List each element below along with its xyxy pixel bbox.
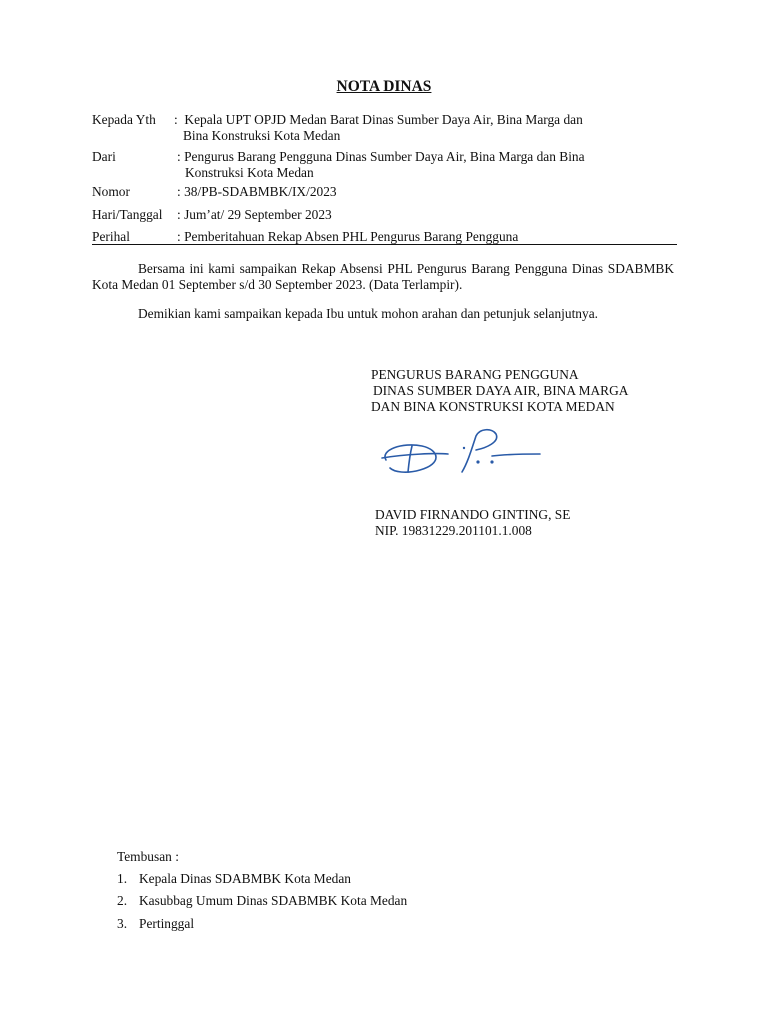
header-label-kepada: Kepada Yth — [92, 112, 156, 127]
tembusan-item — [117, 871, 351, 887]
header-label-perihal: Perihal — [92, 229, 130, 244]
header-value-line: Jum’at/ 29 September 2023 — [184, 207, 332, 222]
header-value-perihal: : Pemberitahuan Rekap Absen PHL Pengurus Barang Pengguna — [177, 229, 519, 244]
signature-org-line: DINAS SUMBER DAYA AIR, BINA MARGA — [373, 383, 629, 398]
signature-org-line: PENGURUS BARANG PENGGUNA — [371, 367, 579, 382]
handwritten-signature — [376, 424, 546, 482]
header-divider — [92, 244, 677, 245]
tembusan-item-text: Pertinggal — [139, 916, 195, 931]
tembusan-item-number: 1. — [117, 871, 128, 886]
tembusan-item-number: 2. — [117, 893, 128, 908]
header-value-nomor: : 38/PB-SDABMBK/IX/2023 — [177, 184, 337, 199]
header-value-line: Pemberitahuan Rekap Absen PHL Pengurus Barang Pengguna — [184, 229, 519, 244]
header-value-dari: : Pengurus Barang Pengguna Dinas Sumber Daya Air, Bina Marga dan Bina Konstruksi Kota Medan — [177, 149, 585, 180]
tembusan-item — [117, 916, 194, 932]
body-paragraph: Bersama ini kami sampaikan Rekap Absensi PHL Pengurus Barang Pengguna Dinas SDABMBK Kota Medan 01 September s/d 30 September 2023. (Data Terlampir). — [92, 261, 674, 292]
signature-org — [371, 367, 628, 415]
header-value-tanggal: : Jum’at/ 29 September 2023 — [177, 207, 332, 222]
header-label-tanggal: Hari/Tanggal — [92, 207, 163, 222]
tembusan-title: Tembusan : — [117, 849, 179, 864]
document-title: NOTA DINAS — [336, 78, 432, 95]
signatory-name: DAVID FIRNANDO GINTING, SE — [375, 507, 571, 522]
header-value-line: Konstruksi Kota Medan — [185, 165, 314, 180]
header-value-line: Kepala UPT OPJD Medan Barat Dinas Sumber Daya Air, Bina Marga dan — [184, 112, 583, 127]
header-value-line: Pengurus Barang Pengguna Dinas Sumber Daya Air, Bina Marga dan Bina — [184, 149, 585, 164]
signatory — [375, 507, 570, 539]
body-paragraph: Demikian kami sampaikan kepada Ibu untuk mohon arahan dan petunjuk selanjutnya. — [138, 306, 598, 321]
header-label-nomor: Nomor — [92, 184, 130, 199]
header-value-line: 38/PB-SDABMBK/IX/2023 — [184, 184, 337, 199]
header-value-line: Bina Konstruksi Kota Medan — [183, 128, 341, 143]
tembusan-item-number: 3. — [117, 916, 128, 931]
tembusan-item — [117, 893, 407, 909]
signatory-nip: NIP. 19831229.201101.1.008 — [375, 523, 532, 538]
tembusan-item-text: Kasubbag Umum Dinas SDABMBK Kota Medan — [139, 893, 408, 908]
signature-org-line: DAN BINA KONSTRUKSI KOTA MEDAN — [371, 399, 615, 414]
header-label-dari: Dari — [92, 149, 116, 164]
header-value-kepada: : Kepala UPT OPJD Medan Barat Dinas Sumber Daya Air, Bina Marga dan Bina Konstruksi Kota Medan — [174, 112, 583, 143]
tembusan-item-text: Kepala Dinas SDABMBK Kota Medan — [139, 871, 351, 886]
